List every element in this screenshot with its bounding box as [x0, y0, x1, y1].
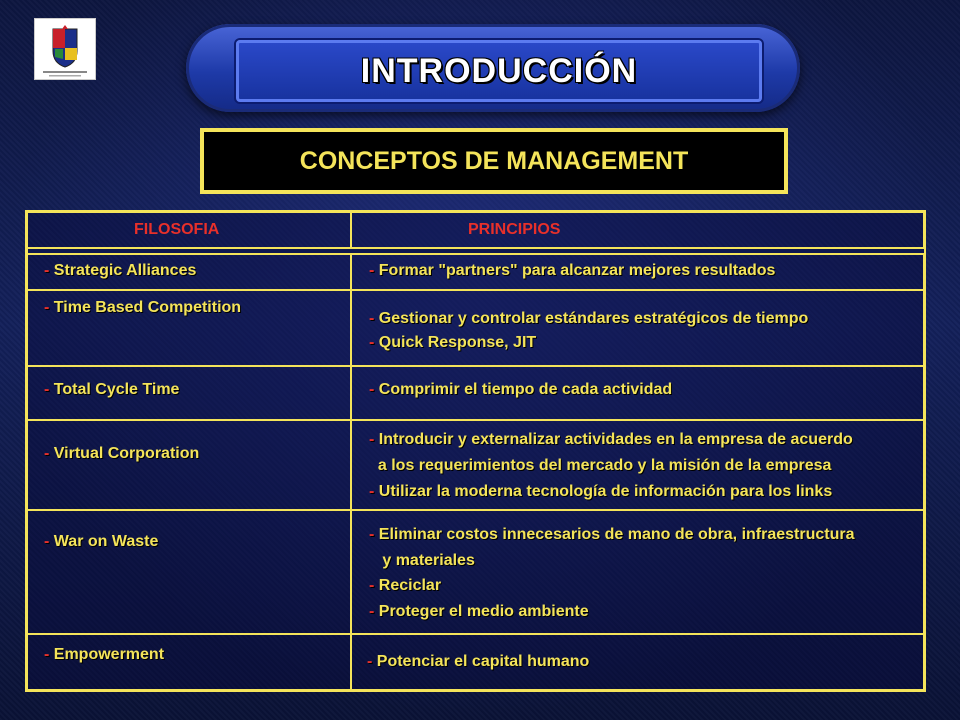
- filosofia-text: Strategic Alliances: [53, 262, 197, 279]
- table-row-principios: [369, 307, 808, 355]
- bullet-dash: -: [44, 445, 50, 462]
- principio-text: Formar "partners" para alcanzar mejores resultados: [378, 262, 776, 279]
- bullet-dash: -: [369, 310, 375, 327]
- principio-text: Introducir y externalizar actividades en la empresa de acuerdo: [378, 431, 853, 448]
- table-row-filosofia: [44, 643, 164, 667]
- table-row-filosofia: [44, 378, 179, 402]
- principio-text: y materiales: [382, 551, 475, 569]
- principio-text: Utilizar la moderna tecnología de información para los links: [378, 483, 833, 500]
- column-divider: [350, 212, 352, 690]
- bullet-dash: -: [369, 602, 375, 620]
- filosofia-text: War on Waste: [53, 533, 159, 550]
- filosofia-text: Empowerment: [53, 646, 165, 663]
- principio-text: a los requerimientos del mercado y la misión de la empresa: [377, 457, 832, 474]
- table-row-principios: [367, 650, 589, 674]
- bullet-dash: -: [44, 381, 50, 398]
- bullet-dash: -: [44, 262, 50, 279]
- bullet-dash: -: [369, 334, 375, 351]
- bullet-dash: -: [369, 526, 375, 543]
- principio-text: Potenciar el capital humano: [376, 653, 590, 670]
- principio-text: Reciclar: [378, 577, 442, 594]
- row-divider: [28, 365, 924, 367]
- principio-text: Gestionar y controlar estándares estratégicos de tiempo: [378, 310, 809, 327]
- table-row-principios: [369, 259, 775, 283]
- page-title: INTRODUCCIÓN: [360, 51, 638, 90]
- table-row-filosofia: [44, 296, 241, 320]
- university-logo: [34, 18, 96, 80]
- row-divider: [28, 253, 924, 255]
- principio-text: Quick Response, JIT: [378, 334, 537, 351]
- bullet-dash: -: [44, 533, 50, 550]
- table-row-principios: [369, 427, 853, 505]
- bullet-dash: -: [369, 577, 375, 594]
- row-divider: [28, 509, 924, 511]
- row-divider: [28, 419, 924, 421]
- table-row-filosofia: [44, 259, 196, 283]
- table-row-principios: [369, 522, 854, 624]
- title-box: [236, 40, 762, 102]
- bullet-dash: -: [369, 381, 375, 398]
- bullet-dash: -: [44, 299, 50, 316]
- principio-text: Comprimir el tiempo de cada actividad: [378, 381, 673, 398]
- header-principios: PRINCIPIOS: [468, 221, 561, 238]
- table-row-filosofia: [44, 442, 199, 466]
- header-filosofia: FILOSOFIA: [134, 221, 220, 238]
- filosofia-text: Virtual Corporation: [53, 445, 200, 462]
- table-row-principios: [369, 378, 672, 402]
- bullet-dash: -: [44, 646, 50, 663]
- page-subtitle: CONCEPTOS DE MANAGEMENT: [299, 146, 689, 175]
- row-divider: [28, 633, 924, 635]
- filosofia-text: Time Based Competition: [53, 299, 242, 316]
- bullet-dash: -: [369, 262, 375, 279]
- principio-text: Proteger el medio ambiente: [378, 602, 589, 620]
- bullet-dash: -: [369, 431, 375, 448]
- bullet-dash: -: [367, 653, 373, 670]
- principio-text: Eliminar costos innecesarios de mano de obra, infraestructura: [378, 526, 855, 543]
- subtitle-box: [200, 128, 788, 194]
- row-divider: [28, 289, 924, 291]
- bullet-dash: -: [369, 483, 375, 500]
- table-row-filosofia: [44, 530, 158, 554]
- filosofia-text: Total Cycle Time: [53, 381, 180, 398]
